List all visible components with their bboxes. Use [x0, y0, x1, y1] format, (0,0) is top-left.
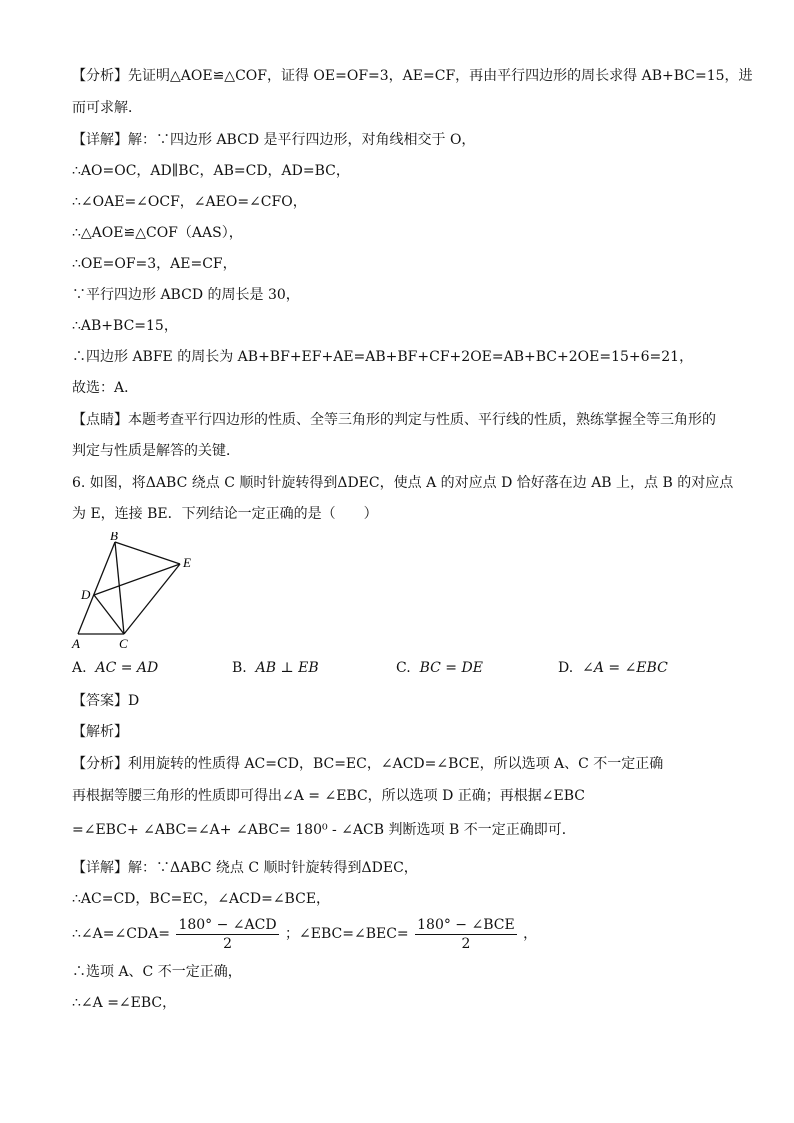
- detail2-line-2: ∴AC=CD，BC=EC，∠ACD=∠BCE，: [72, 891, 331, 907]
- analysis-line-1: 【分析】先证明△AOE≌△COF，证得 OE=OF=3，AE=CF，再由平行四边形的周长求得 AB+BC=15，进: [72, 68, 753, 84]
- analysis2-line-2: 再根据等腰三角形的性质即可得出∠A = ∠EBC，所以选项 D 正确；再根据∠EBC: [72, 788, 586, 804]
- analysis2-line-3: =∠EBC+ ∠ABC=∠A+ ∠ABC= 180⁰ - ∠ACB 判断选项 B 不一定正确即可．: [72, 822, 576, 838]
- option-d: D. ∠A = ∠EBC: [558, 660, 668, 676]
- analysis-line-2: 而可求解．: [72, 100, 142, 116]
- comment-line-2: 判定与性质是解答的关键．: [72, 443, 240, 459]
- segment-be: [115, 542, 180, 564]
- detail-line-7: ∴AB+BC=15，: [72, 318, 178, 334]
- detail-line-9: 故选：A．: [72, 380, 139, 396]
- fraction-bce: $\frac{\text{180° − ∠BCE}}{2}$: [417, 916, 515, 952]
- rotation-figure: [70, 532, 210, 652]
- analysis2-line-1: 【分析】利用旋转的性质得 AC=CD，BC=EC，∠ACD=∠BCE，所以选项 A、C 不一定正确: [72, 756, 664, 772]
- option-d-text: ∠A = ∠EBC: [582, 660, 668, 676]
- segment-bc: [115, 542, 124, 634]
- label-b: B: [110, 532, 118, 543]
- detail-line-6: ∵平行四边形 ABCD 的周长是 30，: [72, 287, 300, 303]
- question-6-line-2: 为 E，连接 BE．下列结论一定正确的是（ ）: [72, 506, 378, 522]
- detail-line-4: ∴△AOE≌△COF（AAS），: [72, 225, 243, 241]
- label-c: C: [119, 636, 128, 651]
- detail-line-1: 【详解】解：∵四边形 ABCD 是平行四边形，对角线相交于 O，: [72, 132, 476, 148]
- detail-line-2: ∴AO=OC，AD∥BC，AB=CD，AD=BC，: [72, 163, 350, 179]
- option-c: C. BC = DE: [396, 660, 483, 676]
- detail-line-8: ∴四边形 ABFE 的周长为 AB+BF+EF+AE=AB+BF+CF+2OE=AB+BC+2OE=15+6=21，: [72, 349, 694, 365]
- option-b: B. AB ⊥ EB: [232, 660, 319, 676]
- label-e: E: [183, 555, 191, 570]
- detail2-line-5: ∴∠A =∠EBC，: [72, 995, 177, 1011]
- explain-title: 【解析】: [72, 724, 128, 740]
- detail2-line-3: ∴∠A=∠CDA= $\frac{\text{180° − ∠ACD}}{2}$ ；∠EBC=∠BEC= $\frac{\text{180° − ∠BCE}}{2}$ ，: [72, 916, 538, 952]
- detail-line-3: ∴∠OAE=∠OCF，∠AEO=∠CFO，: [72, 194, 307, 210]
- comment-line-1: 【点睛】本题考查平行四边形的性质、全等三角形的判定与性质、平行线的性质，熟练掌握全等三角形的: [72, 412, 716, 428]
- option-a-text: AC = AD: [95, 660, 159, 676]
- question-6-line-1: 6. 如图，将ΔABC 绕点 C 顺时针旋转得到ΔDEC，使点 A 的对应点 D 恰好落在边 AB 上，点 B 的对应点: [72, 475, 734, 491]
- segment-dc: [94, 595, 124, 634]
- detail2-line-1: 【详解】解：∵ΔABC 绕点 C 顺时针旋转得到ΔDEC，: [72, 860, 418, 876]
- fraction-acd: $\frac{\text{180° − ∠ACD}}{2}$: [178, 916, 277, 952]
- detail2-line-4: ∴选项 A、C 不一定正确，: [72, 964, 242, 980]
- label-a: A: [72, 636, 80, 651]
- label-d: D: [81, 587, 91, 602]
- option-c-text: BC = DE: [419, 660, 483, 676]
- detail-line-5: ∴OE=OF=3，AE=CF，: [72, 256, 237, 272]
- option-b-text: AB ⊥ EB: [255, 660, 319, 676]
- answer: 【答案】D: [72, 693, 140, 709]
- option-a: A. AC = AD: [72, 660, 159, 676]
